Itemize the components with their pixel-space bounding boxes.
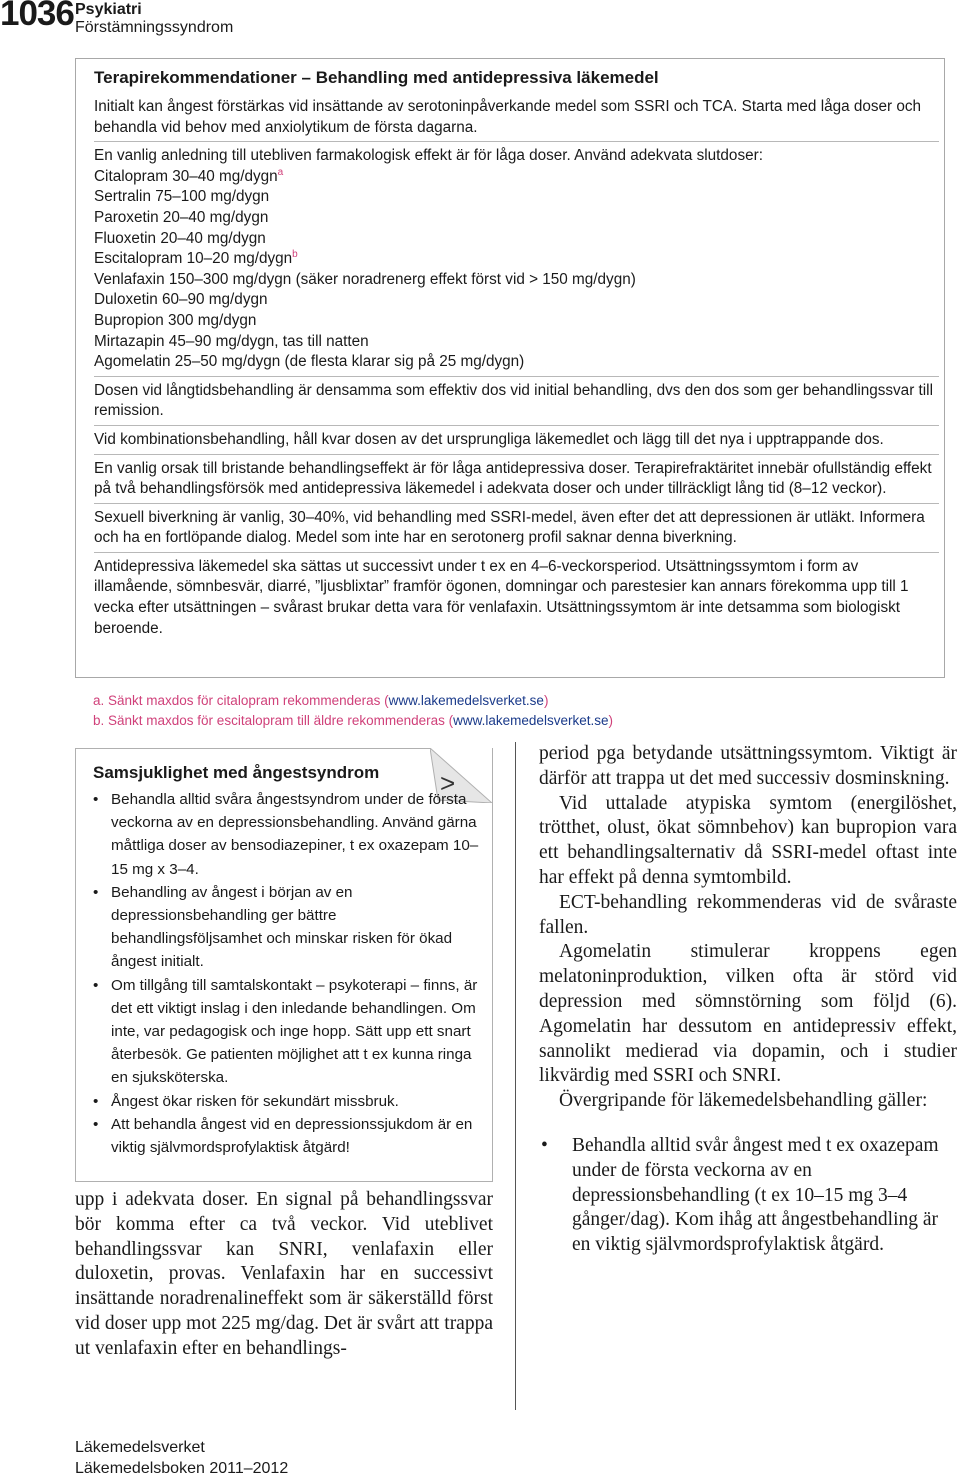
section-title: Psykiatri — [75, 1, 142, 18]
chapter-title: Förstämningssyndrom — [75, 19, 234, 36]
page-footer — [75, 1437, 288, 1479]
footer-publisher: Läkemedelsverket — [75, 1439, 205, 1456]
footnote-a-link[interactable]: www.lakemedelsverket.se — [388, 693, 544, 708]
dose-item: Paroxetin 20–40 mg/dygn — [94, 208, 269, 226]
table-footnotes — [93, 691, 613, 731]
box-top-border — [75, 748, 430, 749]
bullet-icon: • — [93, 791, 99, 808]
footnote-b: b. Sänkt maxdos för escitalopram till äldre rekommenderas (www.lakemedelsverket.se) — [93, 713, 613, 728]
box-title: Samsjuklighet med ångestsyndrom — [93, 763, 380, 782]
footer-book-title: Läkemedelsboken 2011–2012 — [75, 1460, 289, 1477]
table-content — [94, 67, 939, 646]
table-paragraph-long-term-dose: Dosen vid långtidsbehandling är densamma som effektiv dos vid initial behandling, dvs den dos som ger behandlingssvar till remission. — [94, 381, 939, 426]
bullet-icon: • — [541, 1134, 548, 1156]
comorbidity-anxiety-box — [75, 748, 493, 1182]
box-left-border — [75, 748, 76, 1182]
table-paragraph-refractory: En vanlig orsak till bristande behandlingseffekt är för låga antidepressiva doser. Terapirefraktäritet innebär ofullständig effekt på två behandlingsförsök med antidepressiva läkemedel i adekvata doser och under tillräckligt lång tid (8–12 veckor). — [94, 459, 939, 504]
footnote-b-link[interactable]: www.lakemedelsverket.se — [453, 713, 609, 728]
footnote-marker: b — [292, 249, 298, 261]
dose-list — [94, 167, 939, 373]
list-item: • Att behandla ångest vid en depressionssjukdom är en viktig självmordsprofylaktisk åtgärd! — [93, 1113, 485, 1159]
dose-item: Escitalopram 10–20 mg/dygn$^b$ — [94, 249, 298, 268]
body-paragraph-overall: Övergripande för läkemedelsbehandling gäller: — [559, 1090, 928, 1112]
table-title: Terapirekommendationer – Behandling med antidepressiva läkemedel — [94, 68, 659, 87]
body-left-column: upp i adekvata doser. En signal på behandlingssvar bör komma efter ca två veckor. Vid uteblivet behandlingssvar kan SNRI, venlafaxin eller duloxetin, provas. Venlafaxin har en successivt insättande noradrenalineffekt som är säkerställd först vid doser upp mot 225 mg/dag. Det är svårt att trappa ut venlafaxin efter en behandlings- — [75, 1189, 493, 1359]
list-item: • Behandla alltid svåra ångestsyndrom under de första veckorna av en depressionsbehandling. Använd gärna måttliga doser av bensodiazepiner, t ex oxazepam 10–15 mg x 3–4. — [93, 788, 485, 881]
table-paragraph-discontinuation: Antidepressiva läkemedel ska sättas ut successivt under t ex en 4–6-veckorsperiod. Utsättningssymtom i form av illamående, sömnbesvär, diarré, ”ljusblixtar” framför ögonen, domningar och parestesier kan annars förekomma upp till 1 vecka efter utsättningen – svårast brukar detta vara för venlafaxin. Utsättningssymtom är inte detsamma som biologiskt beroende. — [94, 557, 909, 637]
dose-item: Bupropion 300 mg/dygn — [94, 311, 257, 329]
bullet-icon: • — [93, 1115, 99, 1133]
body-bullet-list — [539, 1134, 957, 1258]
column-divider — [515, 742, 516, 1410]
list-item: • Behandling av ångest i början av en depressionsbehandling ger bättre behandlingsföljsamhet och minskar risken för ökad ångest initialt. — [93, 881, 485, 974]
corner-symbol: > — [440, 768, 456, 798]
dose-item: Fluoxetin 20–40 mg/dygn — [94, 229, 266, 247]
doses-intro: En vanlig anledning till utebliven farmakologisk effekt är för låga doser. Använd adekvata slutdoser: — [94, 147, 763, 165]
dose-item: Agomelatin 25–50 mg/dygn (de flesta klarar sig på 25 mg/dygn) — [94, 353, 525, 371]
body-paragraph-agomelatin: Agomelatin stimulerar kroppens egen melatoninproduktion, vilken ofta är störd vid depression med sömnstörning som följd (6). Agomelatin har dessutom en antidepressiv effekt, sannolikt medierad via dopamin, och i studier likvärdig med SSRI och SNRI. — [539, 941, 957, 1087]
bullet-icon: • — [93, 976, 99, 994]
dose-item: Duloxetin 60–90 mg/dygn — [94, 291, 268, 309]
running-head — [75, 1, 233, 37]
table-paragraph-combination: Vid kombinationsbehandling, håll kvar dosen av det ursprungliga läkemedlet och lägg till det nya i upptrappande dos. — [94, 430, 939, 455]
footnote-marker: a — [277, 166, 284, 178]
body-paragraph-ect: ECT-behandling rekommenderas vid de svåraste fallen. — [539, 891, 957, 938]
list-item: • Ångest ökar risken för sekundärt missbruk. — [93, 1090, 485, 1113]
body-paragraph-atypical: Vid uttalade atypiska symtom (energilöshet, trötthet, olust, ökat sömnbehov) kan bupropion vara ett behandlingsalternativ då SSRI-medel oftast inte har effekt på denna symtombild. — [539, 792, 957, 888]
body-paragraph-discontinuation: period pga betydande utsättningssymtom. Viktigt är därför att trappa ut det med successiv dosminskning. — [539, 743, 957, 789]
body-right-column — [539, 742, 957, 1258]
table-paragraph-sexual-side-effects: Sexuell biverkning är vanlig, 30–40%, vid behandling med SSRI-medel, även efter det att depressionen är utläkt. Informera och ha en fortlöpande dialog. Medel som inte har en serotonerg profil saknar denna biverkning. — [94, 508, 939, 553]
list-item: • Behandla alltid svår ångest med t ex oxazepam under de första veckorna av en depressionsbehandling (t ex 10–15 mg 3–4 gånger/dag). Kom ihåg att ångestbehandling är en viktig självmordsprofylaktisk åtgärd. — [541, 1134, 939, 1256]
list-item: • Om tillgång till samtalskontakt – psykoterapi – finns, är det ett viktigt inslag i den inledande behandlingen. Om inte, var pedagogisk och inge hopp. Sätt upp ett snart återbesök. Ge patienten möjlighet att t ex kunna ringa en sjuksköterska. — [93, 974, 485, 1090]
box-bullet-list — [93, 788, 485, 1159]
dose-item: Mirtazapin 45–90 mg/dygn, tas till natten — [94, 332, 369, 350]
bullet-icon: • — [93, 883, 99, 901]
dose-item: Venlafaxin 150–300 mg/dygn (säker noradrenerg effekt först vid > 150 mg/dygn) — [94, 270, 636, 288]
bullet-icon: • — [93, 1092, 99, 1110]
page-number: 1036 — [0, 0, 74, 33]
footnote-a: a. Sänkt maxdos för citalopram rekommenderas (www.lakemedelsverket.se) — [93, 693, 549, 708]
dose-item: Sertralin 75–100 mg/dygn — [94, 188, 270, 206]
dose-item: Citalopram 30–40 mg/dygn$^a$ — [94, 166, 284, 185]
therapy-recommendations-table — [75, 58, 945, 678]
table-paragraph-doses — [94, 146, 939, 377]
table-paragraph-initial-anxiety: Initialt kan ångest förstärkas vid insättande av serotoninpåverkande medel som SSRI och TCA. Starta med låga doser och behandla vid behov med anxiolytikum de första dagarna. — [94, 97, 939, 142]
